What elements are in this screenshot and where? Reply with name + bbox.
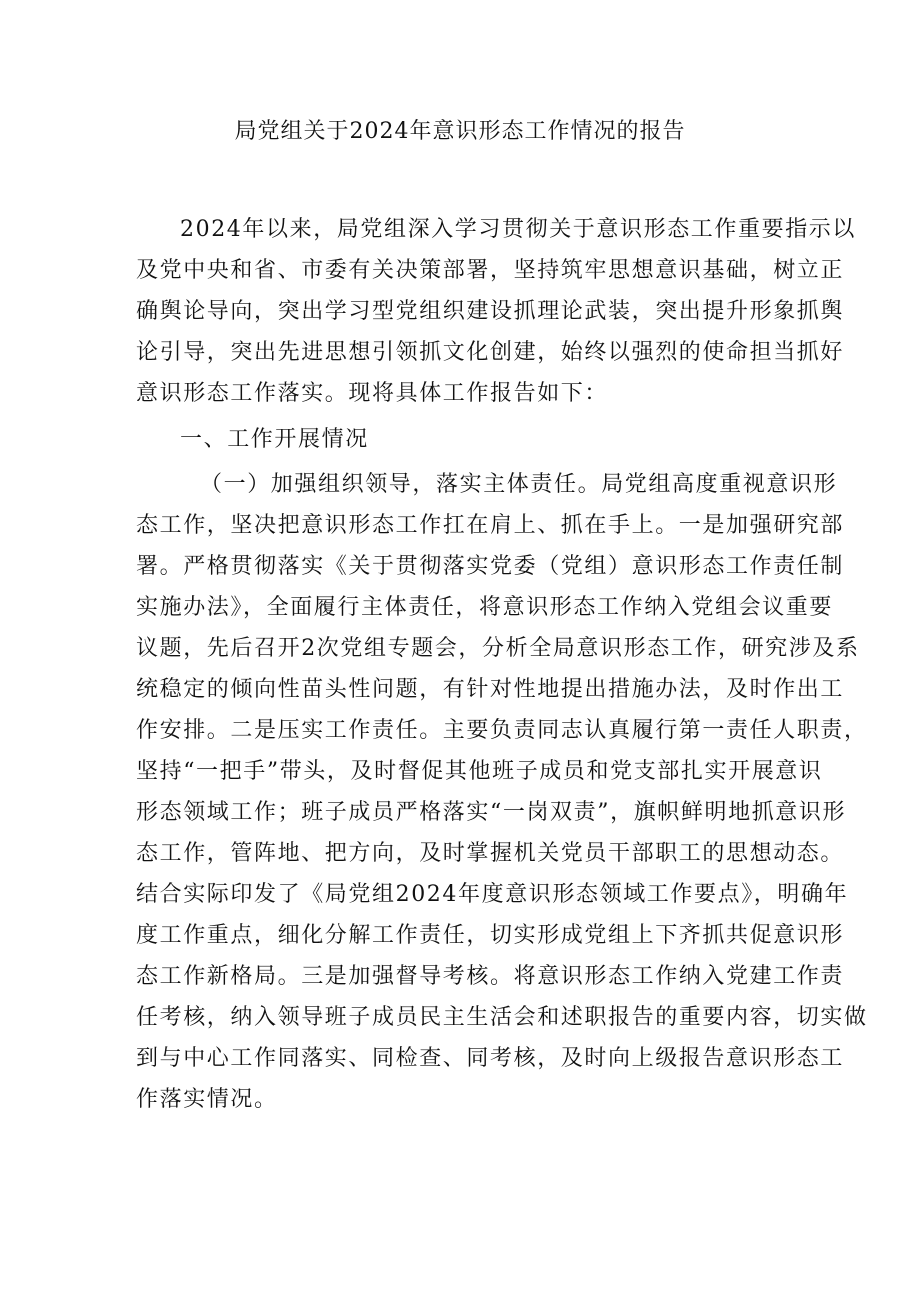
subsection-first-line: （一）加强组织领导，落实主体责任。局党组高度重视意识形	[200, 472, 838, 497]
section-heading: 一、工作开展情况	[180, 427, 369, 452]
body-line: 度工作重点，细化分解工作责任，切实形成党组上下齐抓共促意识形	[136, 923, 845, 948]
body-line: 任考核，纳入领导班子成员民主生活会和述职报告的重要内容，切实做	[136, 1005, 868, 1030]
document-title: 局党组关于2024年意识形态工作情况的报告	[234, 119, 686, 144]
body-line: 议题，先后召开2次党组专题会，分析全局意识形态工作，研究涉及系	[136, 636, 860, 661]
body-line: 坚持“一把手”带头，及时督促其他班子成员和党支部扎实开展意识	[136, 759, 823, 784]
body-line: 论引导，突出先进思想引领抓文化创建，始终以强烈的使命担当抓好	[136, 340, 845, 365]
body-line: 2024年以来，局党组深入学习贯彻关于意识形态工作重要指示以	[180, 217, 856, 242]
body-line: 态工作，坚决把意识形态工作扛在肩上、抓在手上。一是加强研究部	[136, 513, 845, 538]
body-line: 作落实情况。	[136, 1087, 278, 1112]
body-line: 结合实际印发了《局党组2024年度意识形态领域工作要点》，明确年	[136, 882, 849, 907]
body-line: 到与中心工作同落实、同检查、同考核，及时向上级报告意识形态工	[136, 1046, 845, 1071]
body-line: 及党中央和省、市委有关决策部署，坚持筑牢思想意识基础，树立正	[136, 258, 845, 283]
body-line: 确舆论导向，突出学习型党组织建设抓理论武装，突出提升形象抓舆	[136, 299, 845, 324]
body-line: 意识形态工作落实。现将具体工作报告如下：	[136, 381, 609, 406]
body-line: 形态领域工作；班子成员严格落实“一岗双责”，旗帜鲜明地抓意识形	[136, 800, 847, 825]
body-line: 实施办法》，全面履行主体责任，将意识形态工作纳入党组会议重要	[136, 595, 834, 620]
body-line: 态工作，管阵地、把方向，及时掌握机关党员干部职工的思想动态。	[136, 841, 845, 866]
body-line: 统稳定的倾向性苗头性问题，有针对性地提出措施办法，及时作出工	[136, 677, 845, 702]
body-line: 署。严格贯彻落实《关于贯彻落实党委（党组）意识形态工作责任制	[136, 554, 845, 579]
body-line: 态工作新格局。三是加强督导考核。将意识形态工作纳入党建工作责	[136, 964, 845, 989]
body-line: 作安排。二是压实工作责任。主要负责同志认真履行第一责任人职责，	[136, 718, 868, 743]
